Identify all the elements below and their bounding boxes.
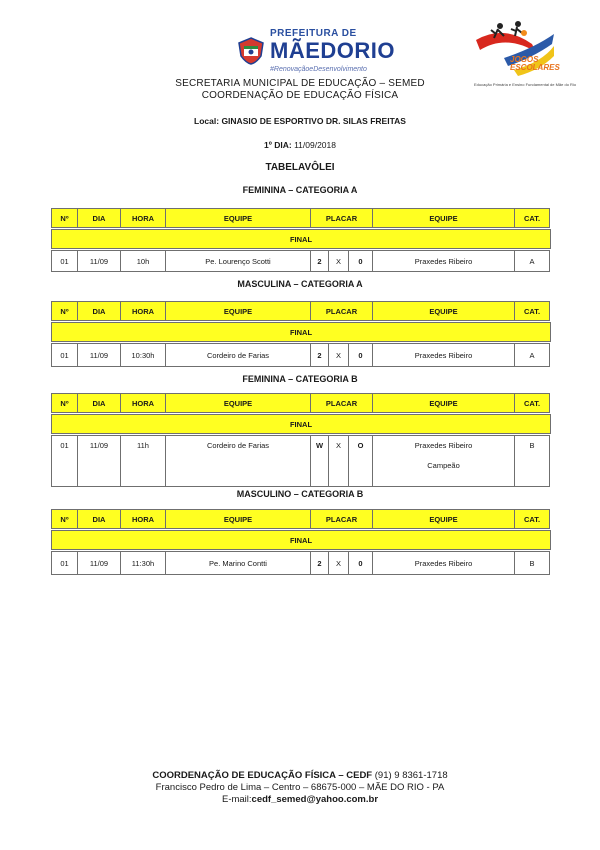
col-header-n: Nº <box>51 208 78 228</box>
col-header-hora: HORA <box>120 509 166 529</box>
cell-n: 01 <box>51 250 78 272</box>
col-header-cat: CAT. <box>514 208 550 228</box>
col-header-hora: HORA <box>120 208 166 228</box>
cell-score-home: 2 <box>310 343 329 367</box>
col-header-cat: CAT. <box>514 509 550 529</box>
col-header-placar: PLACAR <box>310 301 373 321</box>
cell-team-home: Cordeiro de Farias <box>165 343 311 367</box>
section-title: MASCULINA – CATEGORIA A <box>237 279 363 289</box>
col-header-equipe: EQUIPE <box>372 208 515 228</box>
cell-hora: 10h <box>120 250 166 272</box>
cell-dia: 11/09 <box>77 250 121 272</box>
table-row <box>52 250 551 272</box>
col-header-hora: HORA <box>120 301 166 321</box>
col-header-equipe: EQUIPE <box>372 509 515 529</box>
footer-email-label: E-mail: <box>221 794 252 805</box>
table-row <box>52 343 551 367</box>
games-logo-subtitle: Educação Primária e Ensino Fundamental de Mãe do Rio <box>474 82 577 87</box>
footer-phone: (91) 9 8361-1718 <box>374 770 448 781</box>
col-header-dia: DIA <box>77 208 121 228</box>
champion-note: Campeão <box>427 461 460 470</box>
cell-team-home: Pe. Marino Contti <box>165 551 311 575</box>
cell-team-home: Pe. Lourenço Scotti <box>165 250 311 272</box>
cell-dia: 11/09 <box>77 343 121 367</box>
col-header-placar: PLACAR <box>310 208 373 228</box>
col-header-equipe: EQUIPE <box>372 301 515 321</box>
final-label: FINAL <box>51 229 551 249</box>
col-header-dia: DIA <box>77 509 121 529</box>
cell-score-home: 2 <box>310 551 329 575</box>
local-label: Local: <box>194 116 220 126</box>
col-header-placar: PLACAR <box>310 393 373 413</box>
cell-dia: 11/09 <box>77 551 121 575</box>
col-header-dia: DIA <box>77 301 121 321</box>
cell-versus: X <box>328 435 349 487</box>
cell-dia: 11/09 <box>77 435 121 487</box>
logo-prefeitura-text: PREFEITURA DE <box>270 28 357 39</box>
col-header-equipe: EQUIPE <box>165 509 311 529</box>
col-header-n: Nº <box>51 393 78 413</box>
city-crest-icon <box>236 36 266 66</box>
footer-address: Francisco Pedro de Lima – Centro – 68675-000 – MÃE DO RIO - PA <box>155 782 445 793</box>
col-header-equipe: EQUIPE <box>165 393 311 413</box>
footer-email-line <box>0 794 600 805</box>
table-row <box>52 551 551 575</box>
cell-score-away: 0 <box>348 551 373 575</box>
col-header-equipe: EQUIPE <box>165 301 311 321</box>
col-header-equipe: EQUIPE <box>372 393 515 413</box>
cell-versus: X <box>328 250 349 272</box>
games-logo-title: JOGOS ESCOLARES <box>510 55 560 72</box>
col-header-dia: DIA <box>77 393 121 413</box>
cell-hora: 11:30h <box>120 551 166 575</box>
cell-versus: X <box>328 343 349 367</box>
local-value: GINASIO DE ESPORTIVO DR. SILAS FREITAS <box>221 116 406 126</box>
cell-cat: B <box>514 435 550 487</box>
cell-team-away: Praxedes Ribeiro <box>372 343 515 367</box>
table-title: TABELAVÔLEI <box>265 162 335 173</box>
logo-tagline: #RenovaçãoeDesenvolvimento <box>270 66 367 73</box>
col-header-cat: CAT. <box>514 393 550 413</box>
col-header-hora: HORA <box>120 393 166 413</box>
cell-score-away: 0 <box>348 343 373 367</box>
cell-versus: X <box>328 551 349 575</box>
cell-score-home: 2 <box>310 250 329 272</box>
date-value: 11/09/2018 <box>294 140 336 150</box>
cell-cat: A <box>514 250 550 272</box>
cell-team-away <box>372 435 515 487</box>
cell-score-home: W <box>310 435 329 487</box>
col-header-equipe: EQUIPE <box>165 208 311 228</box>
date-label: 1º DIA: <box>264 140 292 150</box>
cell-hora: 11h <box>120 435 166 487</box>
section-title: FEMININA – CATEGORIA A <box>242 185 358 195</box>
cell-cat: A <box>514 343 550 367</box>
local-line <box>0 116 600 126</box>
final-label: FINAL <box>51 530 551 550</box>
table-row <box>52 435 551 487</box>
cell-n: 01 <box>51 343 78 367</box>
games-emblem-icon <box>474 18 578 82</box>
team-away-name: Praxedes Ribeiro <box>414 441 473 450</box>
cell-team-away: Praxedes Ribeiro <box>372 250 515 272</box>
col-header-n: Nº <box>51 301 78 321</box>
cell-team-home: Cordeiro de Farias <box>165 435 311 487</box>
team-away-stack <box>415 441 473 470</box>
footer-org-line <box>0 770 600 781</box>
cell-score-away: 0 <box>348 250 373 272</box>
col-header-cat: CAT. <box>514 301 550 321</box>
cell-n: 01 <box>51 435 78 487</box>
prefeitura-logo <box>236 26 396 80</box>
date-line <box>0 140 600 150</box>
footer-org: COORDENAÇÃO DE EDUCAÇÃO FÍSICA – CEDF <box>152 770 373 781</box>
cell-cat: B <box>514 551 550 575</box>
cell-team-away: Praxedes Ribeiro <box>372 551 515 575</box>
cell-hora: 10:30h <box>120 343 166 367</box>
logo-brand-text: MÃEDORIO <box>270 38 395 63</box>
secretaria-title: SECRETARIA MUNICIPAL DE EDUCAÇÃO – SEMED <box>175 78 425 89</box>
col-header-n: Nº <box>51 509 78 529</box>
final-label: FINAL <box>51 322 551 342</box>
section-title: FEMININA – CATEGORIA B <box>242 374 358 384</box>
cell-score-away: O <box>348 435 373 487</box>
coordenacao-title: COORDENAÇÃO DE EDUCAÇÃO FÍSICA <box>201 90 399 101</box>
section-title: MASCULINO – CATEGORIA B <box>236 489 364 499</box>
col-header-placar: PLACAR <box>310 509 373 529</box>
final-label: FINAL <box>51 414 551 434</box>
cell-n: 01 <box>51 551 78 575</box>
footer-email[interactable]: cedf_semed@yahoo.com.br <box>251 794 379 805</box>
